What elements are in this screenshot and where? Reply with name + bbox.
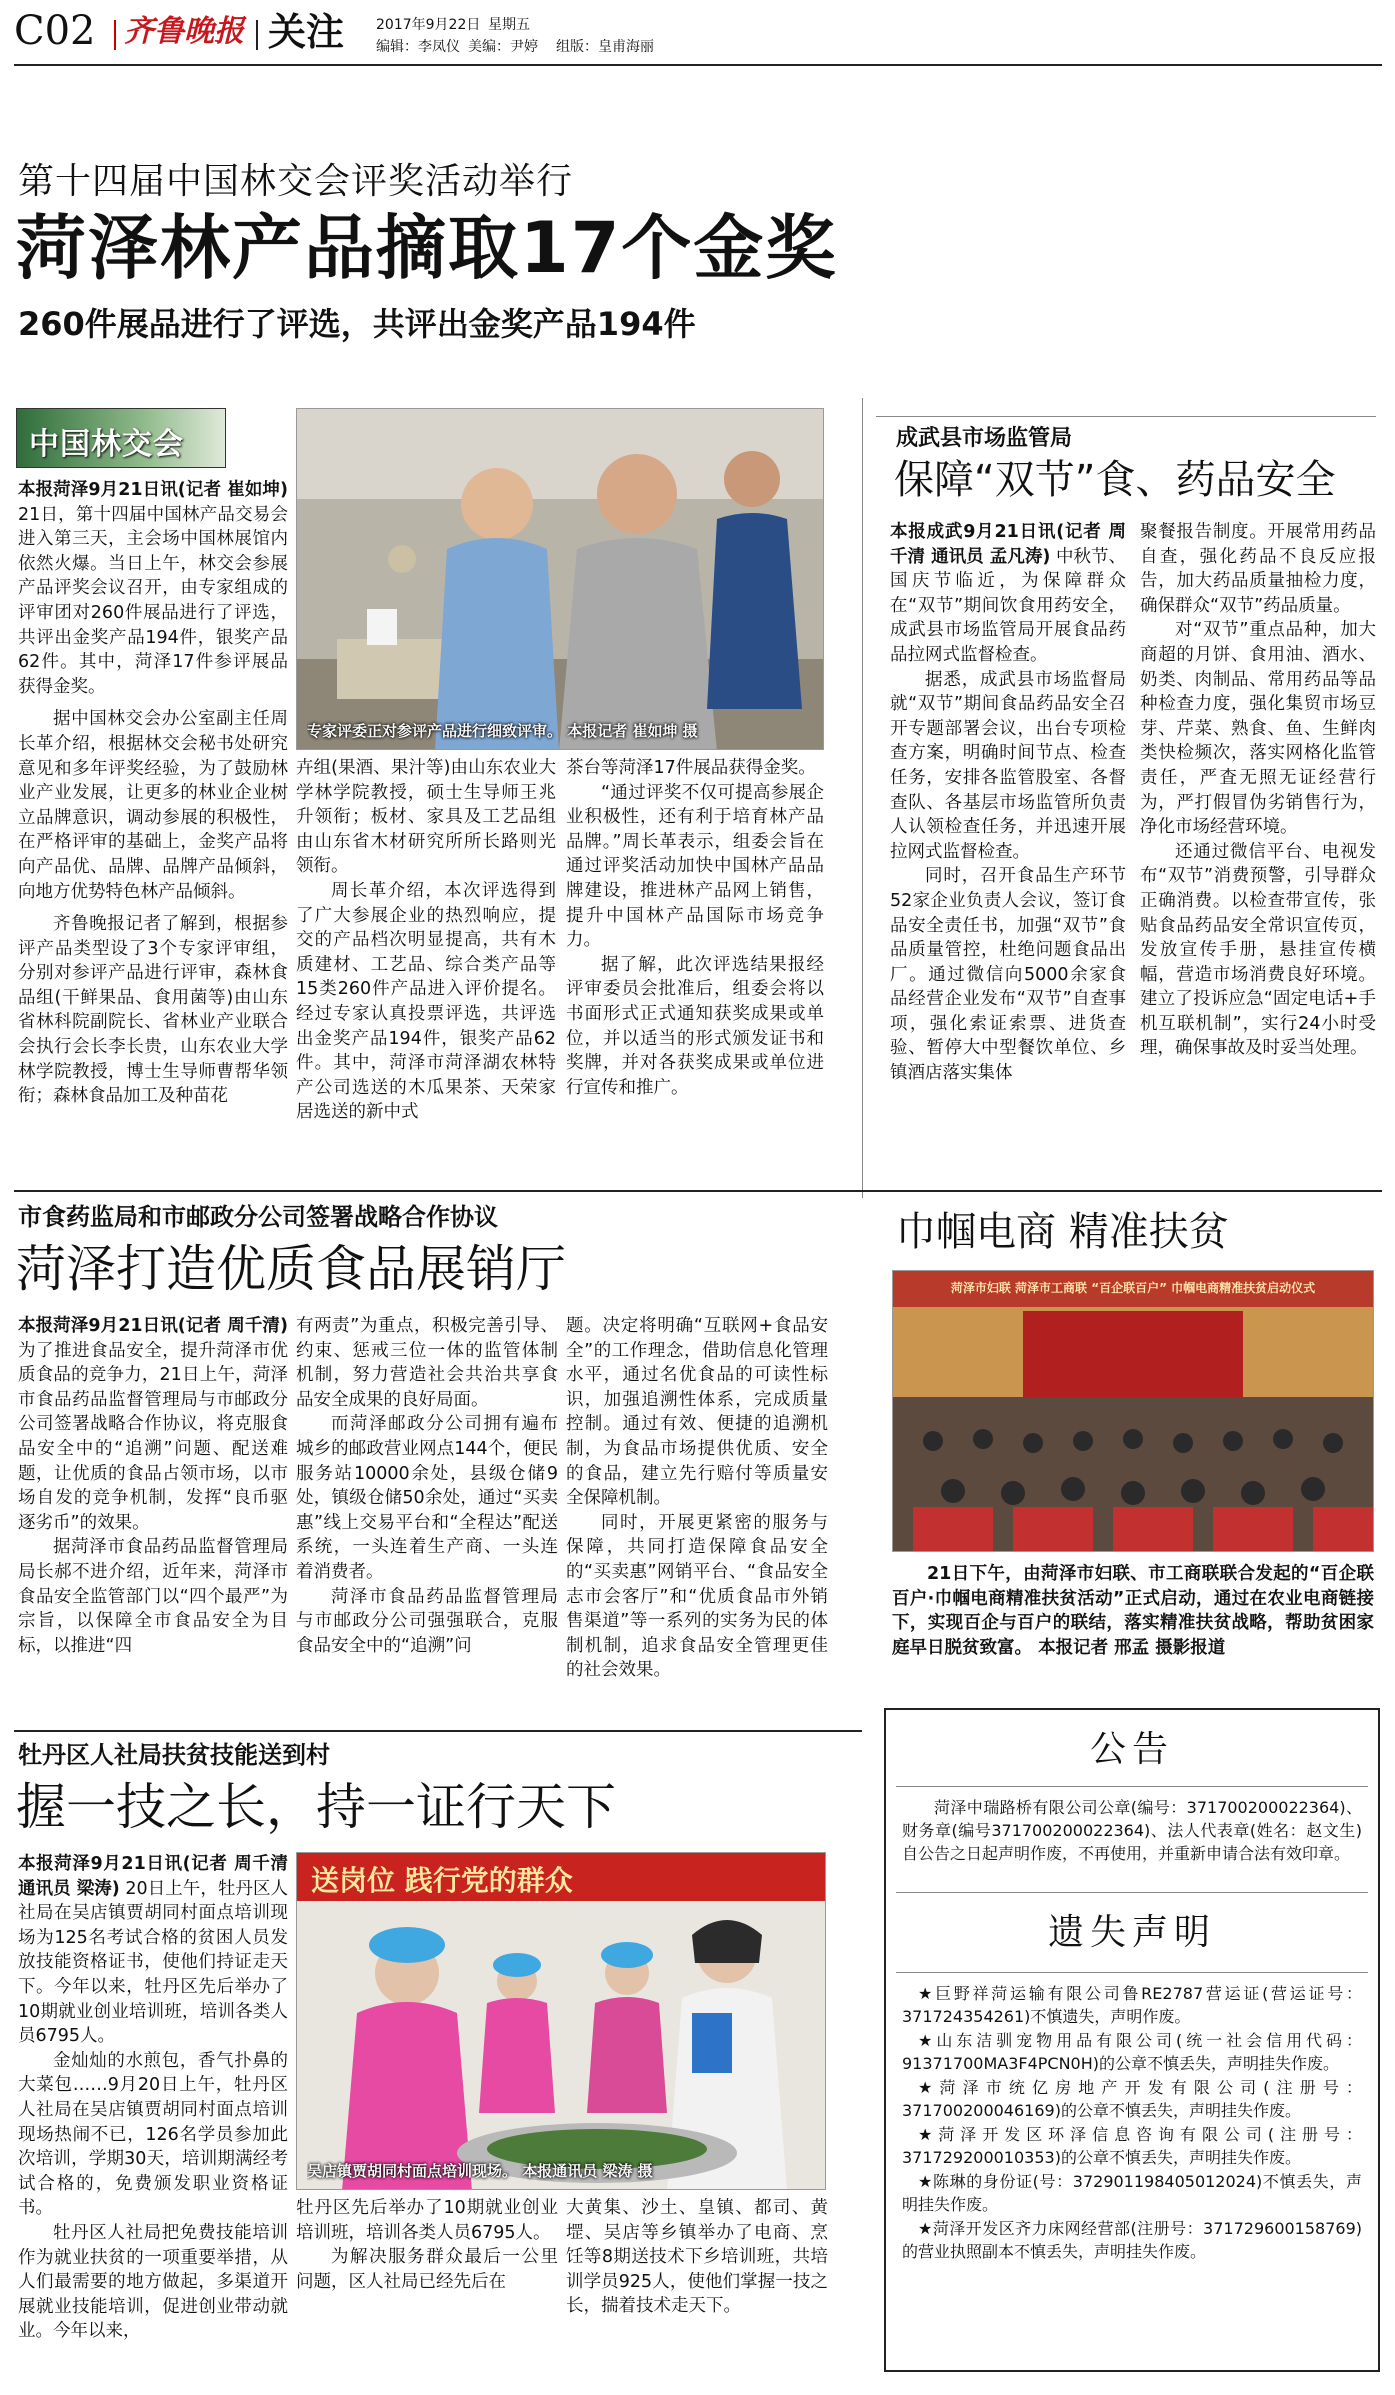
paper-logo: 齐鲁晚报 [124, 14, 244, 49]
notice-divider [896, 1892, 1368, 1893]
food-column-2 [296, 1314, 558, 1724]
food-col2-p3: 菏泽市食品药品监督管理局与市邮政分公司强强联合，克服食品安全中的“追溯”问 [296, 1586, 558, 1656]
skills-kicker: 牡丹区人社局扶贫技能送到村 [18, 1741, 330, 1769]
lost-item: ★巨野祥菏运输有限公司鲁RE2787营运证(营运证号：371724354261)不慎遗失，声明作废。 [902, 1984, 1362, 2026]
jury-photo-illustration [297, 409, 824, 750]
lead-col2-text: 卉组(果酒、果汁等)由山东农业大学林学院教授，硕士生导师王兆升领衔；板材、家具及工艺品组由山东省木材研究所所长路则光领衔。 [296, 758, 556, 877]
masthead-divider-2 [256, 20, 258, 50]
lead-col1-p3: 齐鲁晚报记者了解到，根据参评产品类型设了3个专家评审组，分别对参评产品进行评审，森林食品组(干鲜果品、食用菌等)由山东省林科院副院长、省林业产业联合会执行会长李长贵，山东农业大学林学院教授，博士生导师曹帮华领衔；森林食品加工及种苗花 [18, 914, 288, 1107]
skills-col1-p1: 20日上午，牡丹区人社局在吴店镇贾胡同村面点培训现场为125名考试合格的贫困人员发放技能资格证书，使他们持证走天下。今年以来，牡丹区先后举办了10期就业创业培训班，培训各类人员6795人。 [18, 1878, 288, 2047]
food-col1-p1: 为了推进食品安全，提升菏泽市优质食品的竞争力，21日上午，菏泽市食品药品监督管理局与市邮政分公司签署战略合作协议，将克服食品安全中的“追溯”问题、配送难题，让优质的食品占领市场，以市场自发的竞争机制，发挥“良币驱逐劣币”的效果。 [18, 1340, 288, 1533]
food-column-3 [566, 1314, 828, 1724]
skills-headline: 握一技之长，持一证行天下 [16, 1778, 616, 1836]
skills-photo-caption: 吴店镇贾胡同村面点培训现场。 本报通讯员 梁涛 摄 [307, 2162, 653, 2180]
fair-logo [16, 408, 226, 468]
lead-subhead: 260件展品进行了评选，共评出金奖产品194件 [18, 305, 696, 343]
notice-title: 公告 [1089, 1729, 1174, 1770]
food-col2-p2: 而菏泽邮政分公司拥有遍布城乡的邮政营业网点144个，便民服务站10000余处，县级仓储9处，镇级仓储50余处，通过“买卖惠”线上交易平台和“全程达”配送系统，一头连着生产商、一头连着消费者。 [296, 1414, 558, 1582]
lost-item: ★菏泽开发区齐力床网经营部(注册号：371729600158769)的营业执照副本不慎丢失，声明挂失作废。 [902, 2219, 1362, 2261]
skills-column-3 [566, 2196, 828, 2382]
lead-kicker: 第十四届中国林交会评奖活动举行 [18, 161, 574, 202]
section-rule-1 [14, 1190, 1382, 1192]
notice-text: 菏泽中瑞路桥有限公司公章(编号：371700200022364)、财务章(编号371700200022364)、法人代表章(姓名：赵文生)自公告之日起声明作废，不再使用，并重新申请合法有效印章。 [902, 1798, 1362, 1863]
lead-col1-p2: 据中国林交会办公室副主任周长革介绍，根据林交会秘书处研究意见和多年评奖经验，为了鼓励林业产业发展，让更多的林业企业树立品牌意识，调动参展的积极性，在严格评审的基础上，金奖产品将向产品优、品牌、品牌产品倾斜，向地方优势特色林产品倾斜。 [18, 709, 288, 902]
chengwu-top-rule [876, 416, 1376, 417]
chengwu-headline: 保障“双节”食、药品安全 [894, 457, 1336, 503]
food-headline: 菏泽打造优质食品展销厅 [16, 1240, 566, 1298]
food-col1-p2: 据菏泽市食品药品监督管理局局长郝不进介绍，近年来，菏泽市食品安全监管部门以“四个最严”为宗旨，以保障全市食品安全为目标，以推进“四 [18, 1537, 288, 1656]
lead-photo [296, 408, 824, 750]
ecommerce-caption-text: 21日下午，由菏泽市妇联、市工商联联合发起的“百企联百户·巾帼电商精准扶贫活动”正式启动，通过在农业电商链接下，实现百企与百户的联结，落实精准扶贫战略，帮助贫困家庭早日脱贫致富。 本报记者 邢孟 摄影报道 [892, 1564, 1374, 1658]
lost-item: ★菏泽市统亿房地产开发有限公司(注册号：371700200046169)的公章不慎丢失，声明挂失作废。 [902, 2078, 1362, 2120]
lead-column-2 [296, 756, 556, 1203]
lead-photo-caption: 专家评委正对参评产品进行细致评审。 本报记者 崔如坤 摄 [307, 722, 698, 740]
chengwu-column-2 [1140, 520, 1376, 1205]
notice-body [902, 1796, 1362, 1866]
lost-item: ★菏泽开发区环泽信息咨询有限公司(注册号：371729200010353)的公章不慎丢失，声明挂失作废。 [902, 2125, 1362, 2167]
training-photo-illustration [297, 1853, 826, 2190]
chengwu-col1-p2: 据悉，成武县市场监督局就“双节”期间食品药品安全召开专题部署会议，出台专项检查方案，明确时间节点、检查任务，安排各监管股室、各督查队、各基层市场监管所负责人认领检查任务，并迅速开展拉网式监督检查。 [890, 669, 1126, 862]
chengwu-col2-p1: 聚餐报告制度。开展常用药品自查，强化药品不良反应报告，加大药品质量抽检力度，确保群众“双节”药品质量。 [1140, 522, 1376, 616]
food-kicker: 市食药监局和市邮政分公司签署战略合作协议 [18, 1203, 498, 1231]
issue-date: 2017年9月22日 [376, 17, 481, 33]
ceremony-photo-illustration [893, 1271, 1374, 1552]
chengwu-col1-p1: 中秋节、国庆节临近，为保障群众在“双节”期间饮食用药安全，成武县市场监管局开展食品药品拉网式监督检查。 [890, 546, 1126, 665]
notice-title-rule [896, 1786, 1368, 1787]
chengwu-col2-p2: 对“双节”重点品种，加大商超的月饼、食用油、酒水、奶类、肉制品、常用药品等品种检查力度，强化集贸市场豆芽、芹菜、熟食、鱼、生鲜肉类快检频次，落实网格化监管责任，严査无照无证经营行为，严打假冒伪劣销售行为，净化市场经营环境。 [1140, 620, 1376, 838]
skills-col3-p1: 大黄集、沙土、皇镇、都司、黄堽、吴店等乡镇举办了电商、烹饪等8期送技术下乡培训班，共培训学员925人，使他们掌握一技之长，揣着技术走天下。 [566, 2198, 828, 2317]
skills-column-2 [296, 2196, 558, 2382]
section-rule-2 [14, 1730, 862, 1732]
lead-headline: 菏泽林产品摘取17个金奖 [16, 207, 838, 289]
lead-column-3 [566, 756, 824, 1203]
notice-box [884, 1708, 1380, 2372]
skills-col2-p2: 为解决服务群众最后一公里问题，区人社局已经先后在 [296, 2247, 558, 2292]
food-col3-p2: 同时，开展更紧密的服务与保障，共同打造保障食品安全的“买卖惠”网销平台、“食品安全志市会客厅”和“优质食品市外销售渠道”等一系列的实务为民的体制机制，追求食品安全管理更佳的社会效果。 [566, 1512, 828, 1681]
lead-col3-text: 茶台等菏泽17件展品获得金奖。 [566, 758, 816, 778]
masthead-rule [14, 64, 1382, 66]
skills-dateline: 本报菏泽9月21日讯(记者 周千清 通讯员 梁涛) [18, 1854, 288, 1899]
lead-col3-p2: “通过评奖不仅可提高参展企业积极性，还有利于培育林产品品牌。”周长革表示，组委会旨在通过评奖活动加快中国林产品品牌建设，推进林产品网上销售，提升中国林产品国际市场竞争力。 [566, 782, 824, 951]
lead-col1-p1: 21日，第十四届中国林产品交易会进入第三天，主会场中国林展馆内依然火爆。当日上午，林交会参展产品评奖会议召开，由专家组成的评审团对260件展品进行了评选，共评出金奖产品194件，银奖产品62件。其中，菏泽17件参评展品获得金奖。 [18, 504, 288, 697]
section-name: 关注 [268, 10, 345, 54]
chengwu-col1-p3: 同时，召开食品生产环节52家企业负责人会议，签订食品安全责任书，加强“双节”食品质量管控，杜绝问题食品出厂。通过微信向5000余家食品经营企业发布“双节”自查事项，强化索证索票、进货查验、暂停大中型餐饮单位、乡镇酒店落实集体 [890, 866, 1126, 1084]
column-divider [862, 398, 863, 1198]
food-dateline: 本报菏泽9月21日讯(记者 周千清) [18, 1316, 288, 1336]
food-column-1 [18, 1314, 288, 1724]
ecommerce-photo [892, 1270, 1374, 1552]
chengwu-dateline: 本报成武9月21日讯(记者 周千清 通讯员 孟凡涛) [890, 522, 1126, 567]
ecommerce-caption [892, 1562, 1374, 1680]
art-editor-credit: 美编：尹婷 [468, 39, 538, 55]
skills-col1-p3: 牡丹区人社局把免费技能培训作为就业扶贫的一项重要举措，从人们最需要的地方做起，多渠道开展就业技能培训，促进创业带动就业。今年以来， [18, 2222, 288, 2342]
lead-column-1 [18, 478, 288, 1203]
lost-item: ★陈琳的身份证(号：372901198405012024)不慎丢失，声明挂失作废。 [902, 2172, 1362, 2214]
masthead-divider [114, 20, 116, 50]
editor-credit: 编辑：李凤仪 [376, 39, 460, 55]
issue-weekday: 星期五 [488, 17, 530, 33]
lost-title: 遗失声明 [1047, 1912, 1216, 1953]
chengwu-col2-p3: 还通过微信平台、电视发布“双节”消费预警，引导群众正确消费。以检查带宣传，张贴食品药品安全常识宣传页，发放宣传手册，悬挂宣传横幅，营造市场消费良好环境。建立了投诉应急“固定电话+手机互联机制”，实行24小时受理，确保事故及时妥当处理。 [1140, 841, 1376, 1059]
skills-col2-p1: 牡丹区先后举办了10期就业创业培训班，培训各类人员6795人。 [296, 2198, 558, 2243]
skills-column-1 [18, 1852, 288, 2382]
ecommerce-headline: 巾帼电商 精准扶贫 [896, 1209, 1229, 1255]
lost-title-rule [896, 1972, 1368, 1973]
fair-logo-text: 中国林交会 [29, 427, 184, 462]
chengwu-kicker: 成武县市场监管局 [896, 426, 1073, 451]
lead-col2-p2: 周长革介绍，本次评选得到了广大参展企业的热烈响应，提交的产品档次明显提高，共有木质建材、工艺品、综合类产品等15类260件产品进入评价提名。经过专家认真投票评选，共评选出金奖产品194件，银奖产品62件。其中，菏泽市菏泽湖农林特产公司选送的木瓜果茶、天荣家居选送的新中式 [296, 880, 556, 1123]
skills-col1-p2: 金灿灿的水煎包，香气扑鼻的大菜包……9月20日上午，牡丹区人社局在吴店镇贾胡同村面点培训现场热闹不已，126名学员参加此次培训，学期30天，培训期满经考试合格的，免费颁发职业资格证书。 [18, 2050, 288, 2219]
food-col2-p1: 有两责”为重点，积极完善引导、约束、惩戒三位一体的监管体制机制，努力营造社会共治共享食品安全成果的良好局面。 [296, 1316, 558, 1410]
lead-dateline: 本报菏泽9月21日讯(记者 崔如坤) [18, 480, 288, 500]
lost-list [902, 1982, 1362, 2264]
ceremony-banner-text: 菏泽市妇联 菏泽市工商联 “百企联百户” 巾帼电商精准扶贫启动仪式 [950, 1281, 1316, 1295]
lead-col3-p3: 据了解，此次评选结果报经评审委员会批准后，组委会将以书面形式正式通知获奖成果或单位，并以适当的形式颁发证书和奖牌，并对各获奖成果或单位进行宣传和推广。 [566, 954, 824, 1098]
skills-photo [296, 1852, 826, 2190]
page-code: C02 [14, 8, 96, 54]
food-col3-p1: 题。决定将明确“互联网+食品安全”的工作理念，借助信息化管理水平，通过名优食品的可读性标识，加强追溯性体系，完成质量控制。通过有效、便捷的追溯机制，为食品市场提供优质、安全的食品，建立先行赔付等质量安全保障机制。 [566, 1316, 828, 1509]
lost-item: ★山东洁驯宠物用品有限公司(统一社会信用代码：91371700MA3F4PCN0H)的公章不慎丢失，声明挂失作废。 [902, 2031, 1362, 2073]
chengwu-column-1 [890, 520, 1126, 1205]
layout-editor-credit: 组版：皇甫海丽 [556, 39, 654, 55]
training-banner-text: 送岗位 践行党的群众 [311, 1864, 573, 1897]
